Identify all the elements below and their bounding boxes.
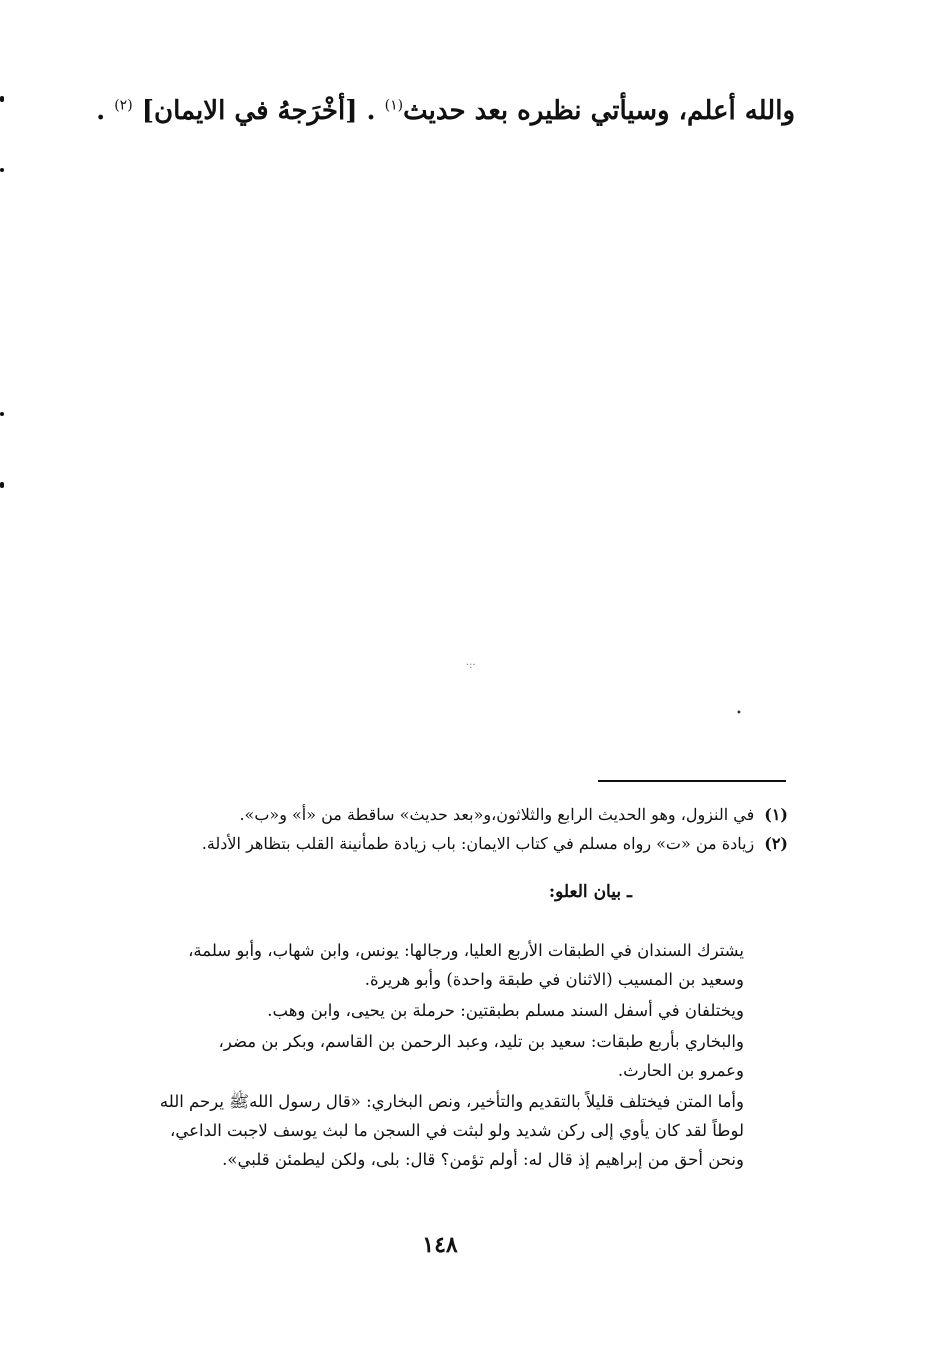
scan-speck: • — [736, 708, 742, 719]
main-text-part-2: . [أخْرَجهُ في الايمان] — [132, 96, 385, 126]
margin-mark — [0, 482, 4, 488]
footnote-number: (٢) — [764, 834, 788, 853]
paragraph — [90, 936, 744, 994]
margin-mark — [0, 168, 4, 172]
footnote-separator — [598, 780, 786, 782]
scan-speck: ·:· — [466, 660, 476, 671]
footnote-text: في النزول، وهو الحديث الرابع والثلاثون،و«بعد حديث» ساقطة من «أ» و«ب». — [239, 805, 755, 824]
body-text — [90, 936, 744, 1176]
footnote-2 — [120, 829, 788, 858]
margin-mark — [0, 412, 4, 416]
text-line: ونحن أحق من إبراهيم إذ قال له: أولم تؤمن؟ قال: بلى، ولكن ليطمئن قلبي». — [222, 1150, 744, 1169]
paragraph — [90, 996, 744, 1025]
footnote-1 — [120, 800, 788, 829]
margin-mark — [0, 96, 4, 102]
text-line: وسعيد بن المسيب (الاثنان في طبقة واحدة) وأبو هريرة. — [364, 970, 744, 989]
page-number: ١٤٨ — [422, 1232, 458, 1258]
text-line: يشترك السندان في الطبقات الأربع العليا، ورجالها: يونس، وابن شهاب، وأبو سلمة، — [188, 941, 744, 960]
paragraph — [90, 1087, 744, 1174]
main-text-end: . — [96, 96, 115, 126]
paragraph — [90, 1027, 744, 1085]
footnote-number: (١) — [764, 805, 788, 824]
text-line: لوطاً لقد كان يأوي إلى ركن شديد ولو لبثت في السجن ما لبث يوسف لاجبت الداعي، — [170, 1121, 744, 1140]
footnote-ref-1[interactable]: (١) — [384, 97, 404, 114]
footnote-text: زيادة من «ت» رواه مسلم في كتاب الايمان: باب زيادة طمأنينة القلب بتظاهر الأدلة. — [201, 834, 755, 853]
text-line: وعمرو بن الحارث. — [617, 1061, 744, 1080]
main-text-line — [96, 96, 795, 126]
section-heading: ـ بيان العلو: — [548, 882, 632, 902]
footnotes — [120, 800, 788, 858]
footnote-ref-2[interactable]: (٢) — [114, 97, 133, 114]
text-line: وأما المتن فيختلف قليلاً بالتقديم والتأخير، ونص البخاري: «قال رسول اللهﷺ يرحم الله — [159, 1092, 744, 1111]
main-text-part-1: والله أعلم، وسيأتي نظيره بعد حديث — [403, 96, 795, 126]
text-line: والبخاري بأربع طبقات: سعيد بن تليد، وعبد الرحمن بن القاسم، وبكر بن مضر، — [218, 1032, 744, 1051]
text-line: ويختلفان في أسفل السند مسلم بطبقتين: حرملة بن يحيى، وابن وهب. — [267, 1001, 744, 1020]
